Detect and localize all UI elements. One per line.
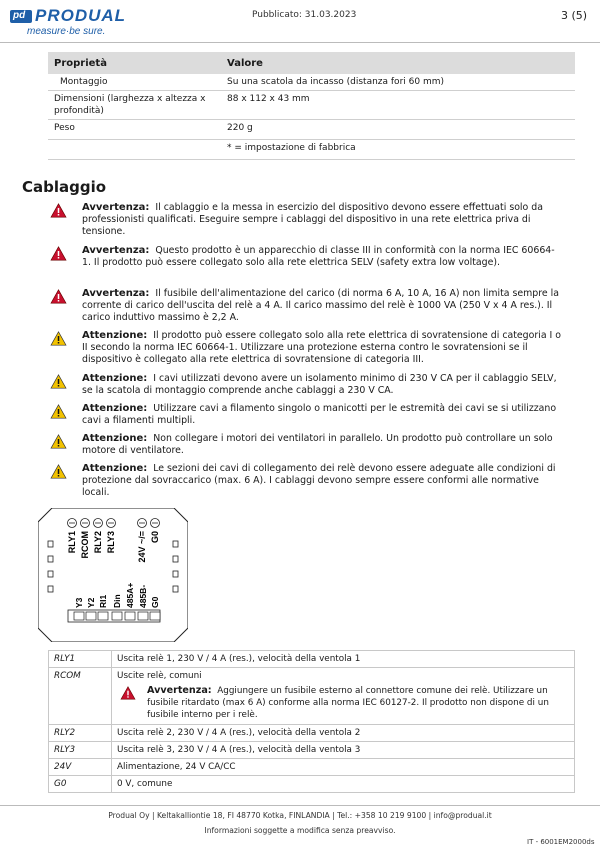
top-terminal-screws (68, 519, 160, 528)
terminal-label-top: RCOM (80, 531, 90, 559)
rcom-warning (147, 685, 569, 721)
footer-divider (0, 805, 600, 806)
warning-body: Utilizzare cavi a filamento singolo o manicotti per le estremità dei cavi se si utilizzano cavi a filamenti multipli. (82, 403, 557, 426)
footer-notice: Informazioni soggette a modifica senza preavviso. (204, 826, 396, 835)
warning-body: Questo prodotto è un apparecchio di classe III in conformità con la norma IEC 60664-1. Il prodotto può essere collegato solo alla rete elettrica SELV (safety extra low voltage). (82, 245, 555, 268)
spec-key (48, 140, 221, 160)
warning-text: Aggiungere un fusibile esterno al connettore comune dei relè. Utilizzare un fusibile ritardato (max 6 A) conforme alla norma IEC 60127-2. Il prodotto non dispone di un fusibile interno per i relè. (147, 686, 549, 720)
pin-desc: Uscita relè 3, 230 V / 4 A (res.), velocità della ventola 3 (112, 742, 575, 759)
pin-desc: Alimentazione, 24 V CA/CC (112, 759, 575, 776)
warning-icon (50, 289, 67, 304)
warning-label: Attenzione: (82, 403, 148, 414)
table-row (49, 742, 575, 759)
warning-label: Attenzione: (82, 373, 148, 384)
warning-text (82, 373, 562, 397)
pin-desc: Uscite relè, comuni (117, 671, 202, 681)
warning-label: Attenzione: (82, 330, 148, 341)
pin-desc: 0 V, comune (112, 776, 575, 793)
document-id: IT - 6001EM2000ds (527, 838, 595, 846)
terminal-label-bottom: RI1 (98, 594, 108, 608)
caution-icon (50, 374, 67, 389)
bottom-terminal-slots (74, 612, 160, 620)
logo-text: PRODUAL (35, 6, 127, 25)
terminal-slot (86, 612, 96, 620)
warning-text (82, 433, 562, 457)
warning-label: Attenzione: (82, 463, 148, 474)
warning-label: Avvertenza: (147, 685, 212, 696)
terminal-label-bottom: Y2 (86, 597, 96, 608)
header-divider (0, 42, 600, 43)
terminal-slot (138, 612, 148, 620)
terminal-label-top: 24V ~/= (137, 531, 147, 563)
spec-key: Dimensioni (larghezza x altezza x profondità) (48, 91, 221, 120)
table-row (49, 725, 575, 742)
table-row (49, 668, 575, 725)
warning-body: Il prodotto può essere collegato solo alla rete elettrica di sovratensione di categoria I o II secondo la norma IEC 60664-1. Utilizzare una protezione esterna contro le sovratensioni se il dispositivo è collegato alla rete elettrica di sovratensione di categoria III. (82, 330, 562, 365)
table-row (48, 140, 575, 160)
caution-icon (50, 404, 67, 419)
warning-body: I cavi utilizzati devono avere un isolamento minimo di 230 V CA per il cablaggio SELV, se la scatola di montaggio comprende anche cablaggi a 230 V CA. (82, 373, 557, 396)
terminal-slot (98, 612, 108, 620)
logo-mark: pd (10, 10, 32, 23)
warning-label: Avvertenza: (82, 202, 150, 213)
warning-text (82, 403, 562, 427)
caution-icon (50, 331, 67, 346)
spec-col-property: Proprietà (48, 52, 221, 74)
terminal-label-top: G0 (150, 531, 160, 544)
pin-key: RLY1 (49, 651, 112, 668)
warning-text (82, 463, 562, 499)
terminal-label-top: RLY2 (93, 531, 103, 554)
pin-key: RLY2 (49, 725, 112, 742)
tagline: measure·be sure. (27, 26, 106, 37)
terminal-label-bottom: 485A+ (125, 582, 135, 608)
warning-text (82, 245, 562, 269)
terminal-label-bottom: G0 (150, 596, 160, 608)
pin-table (48, 650, 575, 793)
table-row (48, 120, 575, 140)
warning-text (82, 202, 562, 238)
pin-key: RCOM (49, 668, 112, 725)
warning-icon (50, 246, 67, 261)
terminal-slot (150, 612, 160, 620)
spec-table (48, 52, 575, 160)
warning-icon (120, 686, 136, 700)
pin-desc: Uscita relè 2, 230 V / 4 A (res.), velocità della ventola 2 (112, 725, 575, 742)
table-row (49, 651, 575, 668)
table-row (48, 91, 575, 120)
warning-label: Attenzione: (82, 433, 148, 444)
table-row (48, 74, 575, 91)
terminal-label-top: RLY1 (67, 531, 77, 554)
page-number: 3 (5) (561, 9, 588, 22)
pin-desc: Uscita relè 1, 230 V / 4 A (res.), velocità della ventola 1 (112, 651, 575, 668)
published-date: Pubblicato: 31.03.2023 (252, 10, 357, 20)
spec-value: Su una scatola da incasso (distanza fori 60 mm) (221, 74, 575, 91)
spec-value: 220 g (221, 120, 575, 140)
terminal-slot (125, 612, 135, 620)
spec-key: Peso (48, 120, 221, 140)
caution-icon (50, 464, 67, 479)
warning-label: Avvertenza: (82, 288, 150, 299)
pin-key: 24V (49, 759, 112, 776)
terminal-label-bottom: Y3 (74, 597, 84, 608)
spec-value: 88 x 112 x 43 mm (221, 91, 575, 120)
table-row (49, 776, 575, 793)
warning-text (82, 330, 562, 366)
section-title: Cablaggio (22, 178, 107, 196)
warning-label: Avvertenza: (82, 245, 150, 256)
warning-icon (50, 203, 67, 218)
terminal-slot (112, 612, 122, 620)
terminal-label-bottom: Din (112, 594, 122, 608)
terminal-label-bottom: 485B- (138, 584, 148, 608)
spec-col-value: Valore (221, 52, 575, 74)
warning-body: Il cablaggio e la messa in esercizio del dispositivo devono essere effettuati solo da professionisti qualificati. Eseguire sempre i cablaggi del dispositivo in una rete elettrica priva di tensione. (82, 202, 543, 237)
spec-key: Montaggio (48, 74, 221, 91)
warning-body: Le sezioni dei cavi di collegamento dei relè devono essere adeguate alle condizioni di protezione dal sovraccarico (max. 6 A). I cablaggi devono sempre essere conformi alle normative locali. (82, 463, 556, 498)
terminal-slot (74, 612, 84, 620)
warning-body: Non collegare i motori dei ventilatori in parallelo. Un prodotto può controllare un solo motore di ventilatore. (82, 433, 553, 456)
warning-body: Il fusibile dell'alimentazione del carico (di norma 6 A, 10 A, 16 A) non limita sempre la corrente di carico dell'uscita del relè a 4 A. Il carico massimo del relè è 1000 VA (250 V x 4 A res.). Il carico induttivo massimo è 2,2 A. (82, 288, 559, 323)
caution-icon (50, 434, 67, 449)
pin-key: RLY3 (49, 742, 112, 759)
wiring-diagram (38, 508, 188, 642)
spec-value: * = impostazione di fabbrica (221, 140, 575, 160)
terminal-label-top: RLY3 (106, 531, 116, 554)
warning-text (82, 288, 562, 324)
table-row (49, 759, 575, 776)
footer-contact: Produal Oy | Keltakalliontie 18, FI 48770 Kotka, FINLANDIA | Tel.: +358 10 219 9100 | info@produal.it (108, 811, 492, 820)
pin-key: G0 (49, 776, 112, 793)
